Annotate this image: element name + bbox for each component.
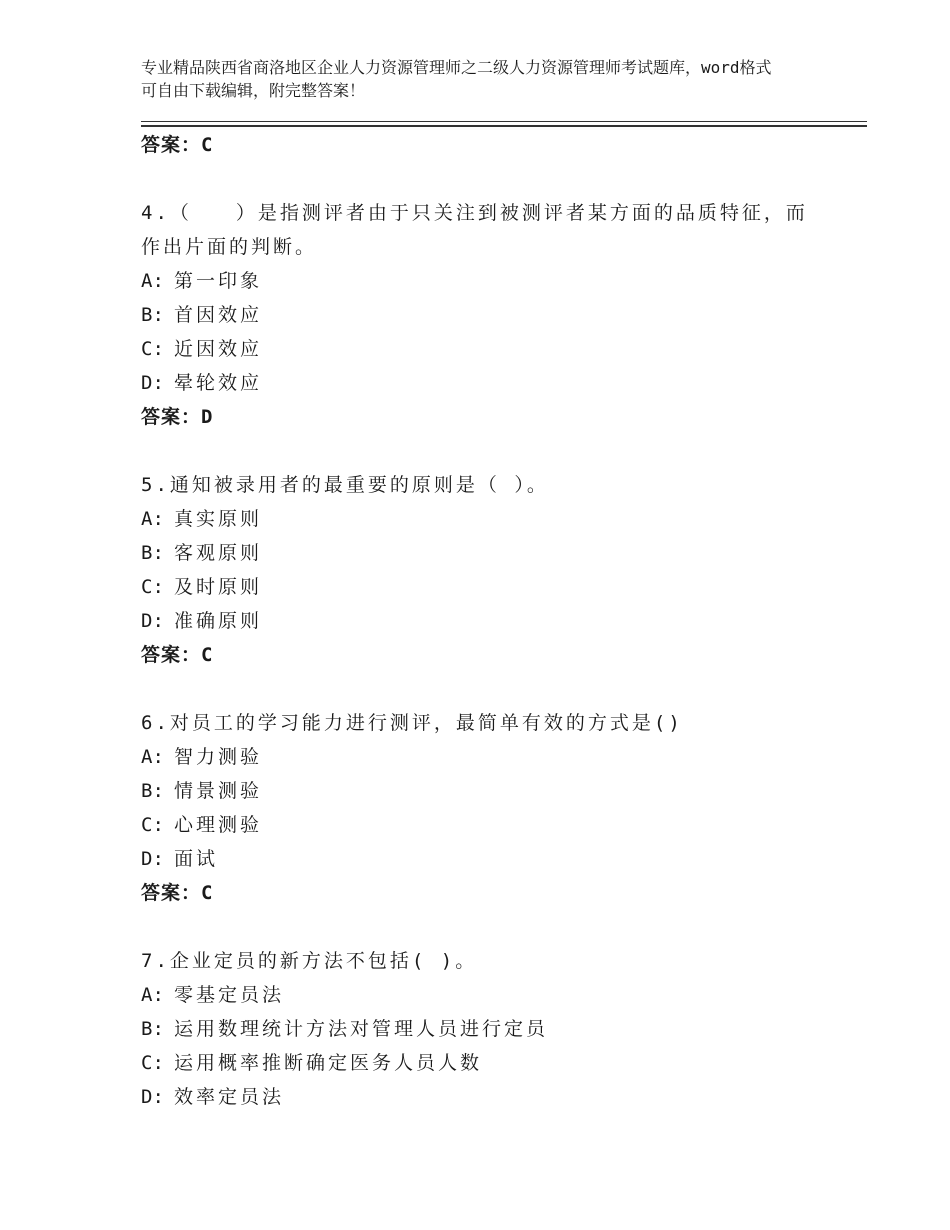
option-b	[141, 298, 867, 332]
question-stem: 7.企业定员的新方法不包括( )。	[141, 950, 478, 972]
answer-label: 答案：	[141, 134, 202, 156]
answer-label: 答案：	[141, 406, 202, 428]
option-text: 准确原则	[174, 610, 263, 632]
option-text: 首因效应	[174, 304, 263, 326]
spacer	[141, 672, 867, 706]
option-a	[141, 502, 867, 536]
document-body	[141, 128, 867, 1114]
answer-line	[141, 400, 867, 434]
option-text: 情景测验	[174, 780, 263, 802]
option-text: 客观原则	[174, 542, 263, 564]
option-key: C:	[141, 814, 164, 836]
option-b	[141, 1012, 867, 1046]
option-key: D:	[141, 1086, 164, 1108]
option-c	[141, 332, 867, 366]
option-key: C:	[141, 1052, 164, 1074]
option-c	[141, 570, 867, 604]
option-text: 零基定员法	[174, 984, 285, 1006]
option-text: 第一印象	[174, 270, 263, 292]
answer-label: 答案：	[141, 882, 202, 904]
option-text: 晕轮效应	[174, 372, 263, 394]
option-text: 面试	[174, 848, 219, 870]
option-key: A:	[141, 270, 164, 292]
option-d	[141, 366, 867, 400]
option-a	[141, 264, 867, 298]
header-title: 专业精品陕西省商洛地区企业人力资源管理师之二级人力资源管理师考试题库，word格式可自由下载编辑，附完整答案！	[141, 58, 772, 100]
option-a	[141, 740, 867, 774]
option-b	[141, 774, 867, 808]
answer-line	[141, 128, 867, 162]
option-c	[141, 1046, 867, 1080]
document-header	[141, 56, 781, 102]
option-key: C:	[141, 338, 164, 360]
answer-value: D	[201, 406, 214, 428]
option-a	[141, 978, 867, 1012]
answer-value: C	[201, 882, 214, 904]
option-key: C:	[141, 576, 164, 598]
question-stem: 6.对员工的学习能力进行测评，最简单有效的方式是()	[141, 712, 683, 734]
spacer	[141, 162, 867, 196]
option-key: D:	[141, 610, 164, 632]
option-text: 近因效应	[174, 338, 263, 360]
answer-label: 答案：	[141, 644, 202, 666]
option-key: A:	[141, 508, 164, 530]
spacer	[141, 910, 867, 944]
answer-line	[141, 638, 867, 672]
option-key: B:	[141, 542, 164, 564]
option-c	[141, 808, 867, 842]
question-stem: 5.通知被录用者的最重要的原则是（ ）。	[141, 474, 549, 496]
option-key: A:	[141, 746, 164, 768]
option-text: 运用数理统计方法对管理人员进行定员	[174, 1018, 549, 1040]
option-d	[141, 1080, 867, 1114]
answer-line	[141, 876, 867, 910]
header-rule-thin	[141, 121, 867, 122]
option-text: 运用概率推断确定医务人员人数	[174, 1052, 483, 1074]
option-text: 及时原则	[174, 576, 263, 598]
option-text: 真实原则	[174, 508, 263, 530]
option-b	[141, 536, 867, 570]
spacer	[141, 434, 867, 468]
question-stem: 4.（ ）是指测评者由于只关注到被测评者某方面的品质特征，而作出片面的判断。	[141, 202, 808, 258]
option-text: 智力测验	[174, 746, 263, 768]
option-key: B:	[141, 304, 164, 326]
option-key: D:	[141, 372, 164, 394]
option-text: 效率定员法	[174, 1086, 285, 1108]
option-key: A:	[141, 984, 164, 1006]
answer-value: C	[201, 644, 214, 666]
header-rule-thick	[141, 125, 867, 127]
answer-value: C	[201, 134, 214, 156]
option-d	[141, 842, 867, 876]
option-text: 心理测验	[174, 814, 263, 836]
option-key: B:	[141, 780, 164, 802]
option-d	[141, 604, 867, 638]
option-key: D:	[141, 848, 164, 870]
option-key: B:	[141, 1018, 164, 1040]
